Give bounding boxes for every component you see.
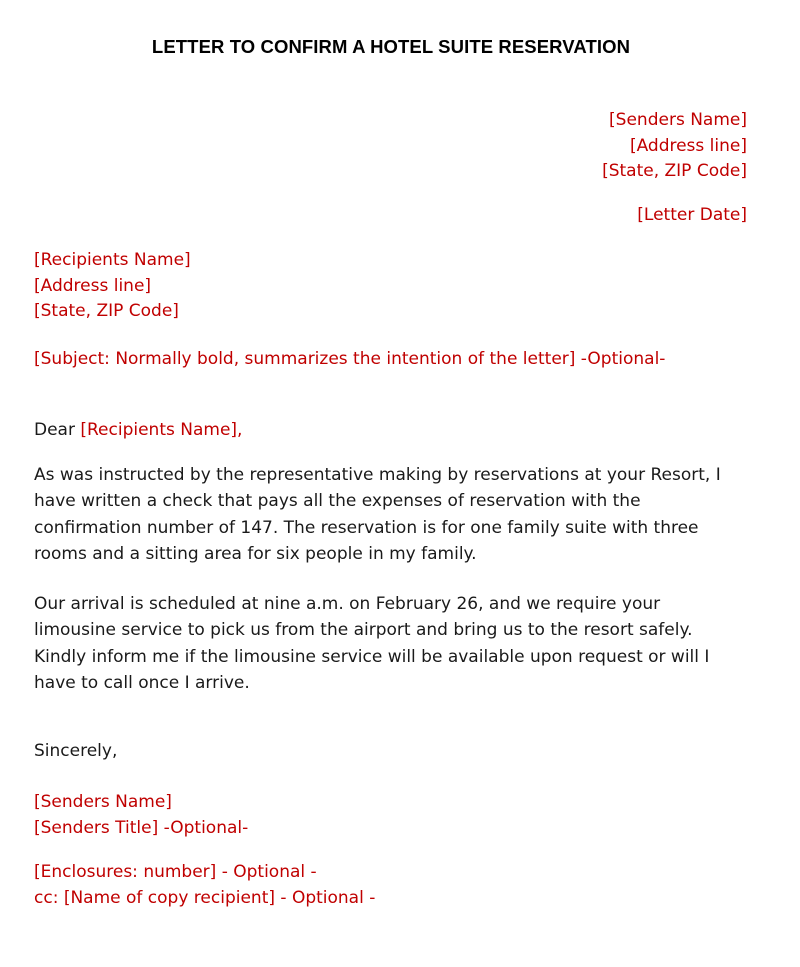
paragraph-line: Our arrival is scheduled at nine a.m. on February 26, and we require your: [34, 594, 661, 614]
recipient-address-block: [34, 248, 191, 325]
footer-block: [34, 860, 375, 911]
salutation-recipient-name: [Recipients Name],: [80, 420, 243, 440]
closing-sender-name: [Senders Name]: [34, 792, 172, 812]
letter-date-block: [637, 203, 747, 229]
enclosures-line: [Enclosures: number] - Optional -: [34, 862, 317, 882]
subject-line: [Subject: Normally bold, summarizes the intention of the letter] -Optional-: [34, 349, 666, 369]
paragraph-line: confirmation number of 147. The reservation is for one family suite with three: [34, 517, 699, 538]
body-paragraph-1: [34, 462, 754, 567]
sender-name: [Senders Name]: [609, 110, 747, 130]
paragraph-line: Kindly inform me if the limousine service will be available upon request or will I: [34, 646, 710, 667]
body-paragraph-2: [34, 591, 754, 696]
sender-state-zip: [State, ZIP Code]: [602, 161, 747, 181]
letter-title: LETTER TO CONFIRM A HOTEL SUITE RESERVATION: [151, 36, 631, 57]
subject-block: [34, 347, 665, 373]
letter-date: [Letter Date]: [637, 205, 747, 225]
sender-address-line: [Address line]: [629, 135, 747, 156]
paragraph-line: have written a check that pays all the expenses of reservation with the: [34, 491, 641, 512]
cc-line: cc: [Name of copy recipient] - Optional -: [34, 887, 376, 908]
paragraph-line: rooms and a sitting area for six people in my family.: [34, 543, 477, 564]
sender-address-block: [602, 108, 747, 185]
paragraph-line: have to call once I arrive.: [34, 672, 250, 693]
closing-sender-title: [Senders Title] -Optional-: [34, 817, 249, 838]
paragraph-line: As was instructed by the representative making by reservations at your Resort, I: [34, 465, 721, 485]
sign-off: Sincerely,: [34, 741, 118, 761]
salutation: [34, 418, 242, 444]
paragraph-line: limousine service to pick us from the airport and bring us to the resort safely.: [34, 620, 693, 641]
closing-sign-off-block: [34, 739, 117, 765]
recipient-name: [Recipients Name]: [34, 250, 191, 270]
recipient-address-line: [Address line]: [34, 275, 152, 296]
recipient-state-zip: [State, ZIP Code]: [34, 301, 179, 321]
signature-block: [34, 790, 248, 841]
salutation-greeting: Dear: [34, 420, 75, 440]
